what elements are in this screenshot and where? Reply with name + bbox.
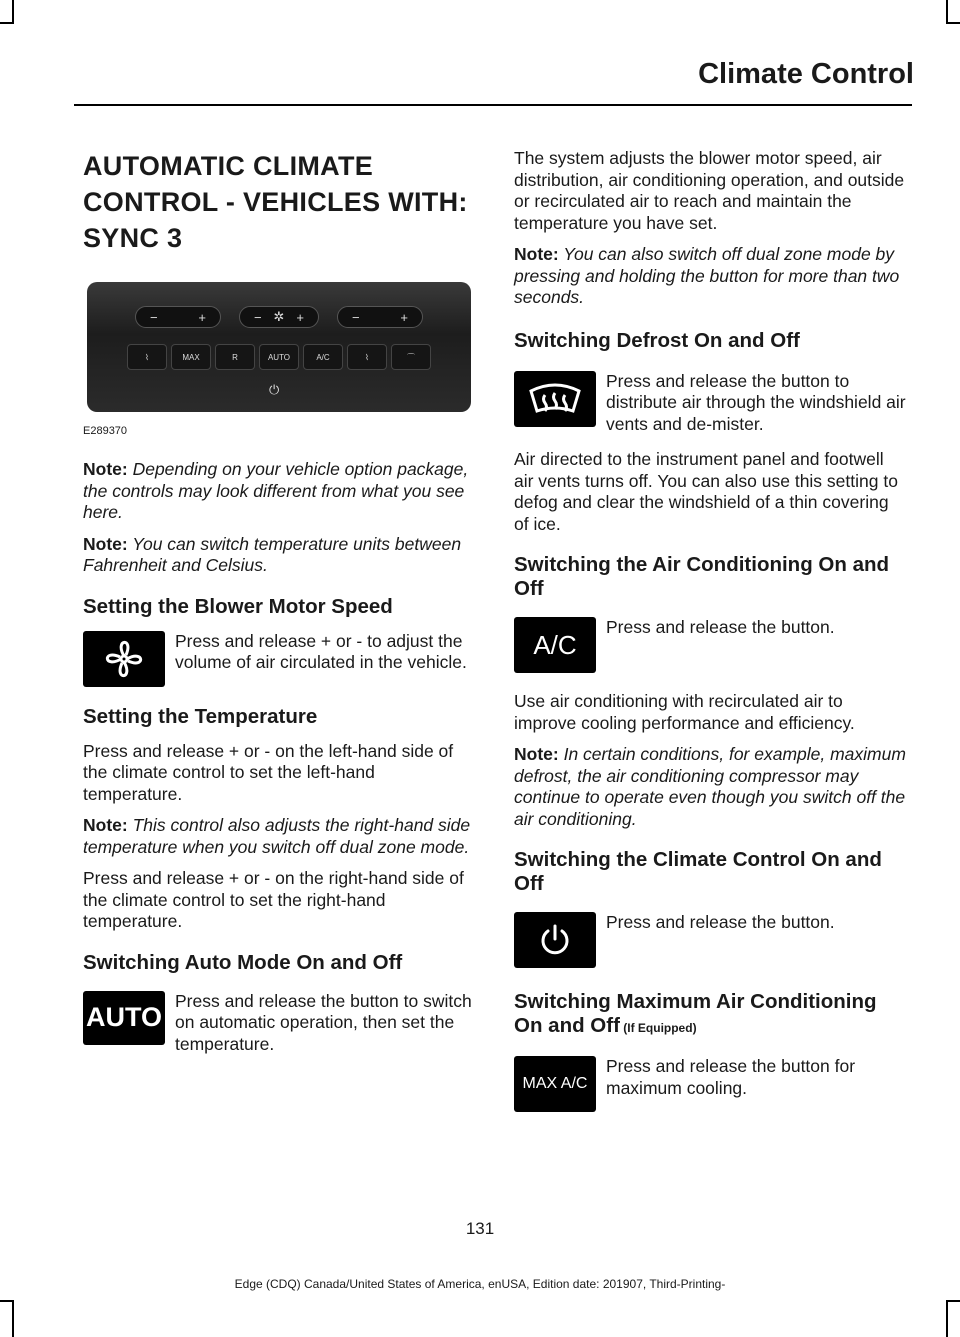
ac-text: Press and release the button. [606,617,835,637]
page-footer: Edge (CDQ) Canada/United States of America, enUSA, Edition date: 201907, Third-Printing- [234,1277,726,1291]
climate-onoff-block [514,912,906,968]
crop-mark [0,1300,14,1302]
defrost-text: Press and release the button to distribute air through the windshield air vents and de-mister. [606,370,906,434]
note-paragraph: Note: You can switch temperature units between Fahrenheit and Celsius. [83,533,462,575]
max-key: MAX [171,344,211,370]
section-heading: AUTOMATIC CLIMATE CONTROL - VEHICLES WITH: SYNC 3 [83,151,468,253]
note-paragraph: Note: Depending on your vehicle option package, the controls may look different from what you see here. [83,459,469,522]
ac-key: A/C [303,344,343,370]
climate-onoff-heading: Switching the Climate Control On and Off [514,848,882,895]
right-temp-rocker: − + [337,306,423,328]
defrost-key: ⌇ [127,344,167,370]
fan-icon: ✲ [273,309,285,324]
climate-panel-figure [83,282,475,447]
left-column [83,148,475,1069]
fan-icon [83,631,165,687]
blower-block [83,631,475,687]
ac-text-2: Use air conditioning with recirculated air to improve cooling performance and efficiency. [514,691,855,733]
crop-mark [12,0,14,22]
auto-key: AUTO [259,344,299,370]
ac-heading: Switching the Air Conditioning On and Off [514,553,890,600]
max-ac-heading: Switching Maximum Air Conditioning On and Off (If Equipped) [514,990,877,1037]
blower-heading: Setting the Blower Motor Speed [83,594,393,618]
blower-text: Press and release + or - to adjust the volume of air circulated in the vehicle. [175,630,467,672]
climate-onoff-text: Press and release the button. [606,912,835,932]
crop-mark [12,1300,14,1337]
defrost-text-2: Air directed to the instrument panel and footwell air vents turns off. You can also use this setting to defog and clear the windshield of a thin covering of ice. [514,449,898,534]
page-number: 131 [465,1219,495,1238]
power-icon [514,912,596,968]
temp-text: Press and release + or - on the right-hand side of the climate control to set the right-hand temperature. [83,868,464,931]
temp-text: Press and release + or - on the left-hand side of the climate control to set the left-hand temperature. [83,740,454,804]
header-rule [74,104,912,106]
crop-mark [0,22,14,24]
vent-key: ⌒ [391,344,431,370]
recirc-key: R [215,344,255,370]
auto-icon: AUTO [83,991,165,1045]
auto-heading: Switching Auto Mode On and Off [83,950,403,974]
crop-mark [946,0,948,22]
windshield-defrost-icon [514,371,596,427]
figure-code: E289370 [83,425,128,437]
ac-block [514,617,906,673]
right-column [514,148,906,1126]
max-ac-text: Press and release the button for maximum cooling. [606,1056,856,1098]
auto-block [83,991,475,1056]
crop-mark [946,1300,948,1337]
crop-mark [946,22,960,24]
max-ac-icon: MAX A/C [514,1056,596,1112]
fan-rocker: − ✲ + [239,306,319,328]
intro-text: The system adjusts the blower motor speed, air distribution, air conditioning operation, and outside or recirculated air to reach and maintain the temperature you have set. [514,148,905,233]
climate-panel-image [87,282,471,412]
defrost-heading: Switching Defrost On and Off [514,328,800,352]
max-ac-block [514,1056,906,1112]
note-paragraph: Note: You can also switch off dual zone mode by pressing and holding the button for more than two seconds. [514,244,900,307]
page-header-title: Climate Control [698,58,914,90]
rear-defrost-key: ⌇ [347,344,387,370]
power-icon: ⏻ [269,382,280,397]
defrost-block [514,371,906,436]
temp-heading: Setting the Temperature [83,704,318,728]
crop-mark [946,1300,960,1302]
note-paragraph: Note: This control also adjusts the right-hand side temperature when you switch off dual zone mode. [83,815,471,857]
auto-text: Press and release the button to switch on automatic operation, then set the temperature. [175,990,472,1054]
note-paragraph: Note: In certain conditions, for example, maximum defrost, the air conditioning compressor may continue to operate even though you switch off the air conditioning. [514,744,906,829]
ac-icon: A/C [514,617,596,673]
left-temp-rocker: − + [135,306,221,328]
